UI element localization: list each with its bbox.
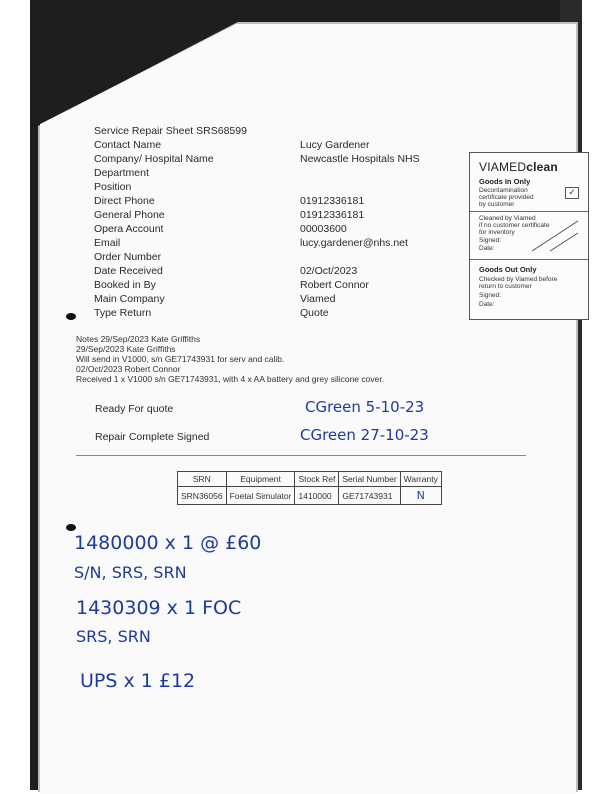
complete-signature: CGreen 27-10-23 xyxy=(300,426,429,444)
goods-in-text-3: by customer xyxy=(479,201,515,208)
field-value-email: lucy.gardener@nhs.net xyxy=(300,237,408,249)
field-label-position: Position xyxy=(94,181,132,193)
header-serial-number: Serial Number xyxy=(339,472,400,487)
field-value-type-return: Quote xyxy=(300,307,329,319)
note-line-3: Will send in V1000, s/n GE71743931 for serv and calib. xyxy=(76,354,285,364)
viamed-clean-box xyxy=(469,152,589,320)
handwritten-line-5: UPS x 1 £12 xyxy=(80,670,196,692)
cell-warranty: N xyxy=(400,487,441,505)
field-value-main-company: Viamed xyxy=(300,293,336,305)
check-mark-icon: ✓ xyxy=(568,188,576,198)
ready-signature: CGreen 5-10-23 xyxy=(305,398,425,416)
field-label-direct-phone: Direct Phone xyxy=(94,195,155,207)
field-label-type-return: Type Return xyxy=(94,307,152,319)
punch-hole-upper xyxy=(66,313,76,320)
strike-through-lines xyxy=(530,217,580,253)
cell-serial-number: GE71743931 xyxy=(339,487,400,505)
field-label-order-number: Order Number xyxy=(94,251,162,263)
repair-complete-label: Repair Complete Signed xyxy=(95,431,210,443)
header-srn: SRN xyxy=(178,472,227,487)
signed-label: Signed: xyxy=(479,237,502,244)
header-stock-ref: Stock Ref xyxy=(295,472,339,487)
field-label-company: Company/ Hospital Name xyxy=(94,153,214,165)
field-label-contact-name: Contact Name xyxy=(94,139,162,151)
handwritten-line-2: S/N, SRS, SRN xyxy=(74,563,187,582)
field-value-company: Newcastle Hospitals NHS xyxy=(300,153,420,165)
handwritten-line-3: 1430309 x 1 FOC xyxy=(76,597,242,619)
goods-in-text-1: Decontamination xyxy=(479,187,528,194)
field-value-general-phone: 01912336181 xyxy=(300,209,365,221)
date-label-2: Date: xyxy=(479,301,495,308)
signed-label-2: Signed: xyxy=(479,292,502,299)
goods-out-text-2: return to customer xyxy=(479,283,532,290)
equipment-table xyxy=(177,471,442,505)
cleaned-line-2: if no customer certificate xyxy=(479,222,550,229)
viamed-clean-logo: VIAMEDclean xyxy=(479,160,558,174)
note-line-2: 29/Sep/2023 Kate Griffiths xyxy=(76,344,176,354)
cleaned-line-3: for inventory xyxy=(479,229,515,236)
section-divider xyxy=(470,259,588,260)
punch-hole-lower xyxy=(66,524,76,531)
field-label-department: Department xyxy=(94,167,149,179)
note-line-5: Received 1 x V1000 s/n GE71743931, with 4 x AA battery and grey silicone cover. xyxy=(76,374,385,384)
field-value-booked-in-by: Robert Connor xyxy=(300,279,369,291)
table-row xyxy=(178,487,442,505)
field-value-direct-phone: 01912336181 xyxy=(300,195,365,207)
field-label-email: Email xyxy=(94,237,121,249)
field-label-opera-account: Opera Account xyxy=(94,223,164,235)
decontamination-checkbox[interactable] xyxy=(565,187,579,199)
ready-for-quote-label: Ready For quote xyxy=(95,403,174,415)
field-value-opera-account: 00003600 xyxy=(300,223,347,235)
field-label-main-company: Main Company xyxy=(94,293,165,305)
goods-out-title: Goods Out Only xyxy=(479,265,537,274)
note-line-4: 02/Oct/2023 Robert Connor xyxy=(76,364,181,374)
handwritten-line-4: SRS, SRN xyxy=(76,627,151,646)
cell-srn: SRN36056 xyxy=(178,487,227,505)
note-line-1: Notes 29/Sep/2023 Kate Griffiths xyxy=(76,334,201,344)
section-divider xyxy=(470,211,588,212)
cell-stock-ref: 1410000 xyxy=(295,487,339,505)
divider-line xyxy=(76,455,526,456)
table-header-row xyxy=(178,472,442,487)
goods-in-text-2: certificate provided xyxy=(479,194,534,201)
field-label-date-received: Date Received xyxy=(94,265,163,277)
field-label-general-phone: General Phone xyxy=(94,209,165,221)
goods-in-title: Goods In Only xyxy=(479,177,531,186)
goods-out-text-1: Checked by Viamed before xyxy=(479,276,558,283)
sheet-title: Service Repair Sheet SRS68599 xyxy=(94,125,247,137)
field-value-contact-name: Lucy Gardener xyxy=(300,139,370,151)
field-value-date-received: 02/Oct/2023 xyxy=(300,265,358,277)
field-label-booked-in-by: Booked in By xyxy=(94,279,156,291)
date-label: Date: xyxy=(479,245,495,252)
handwritten-line-1: 1480000 x 1 @ £60 xyxy=(74,532,262,554)
cleaned-line-1: Cleaned by Viamed xyxy=(479,215,536,222)
cell-equipment: Foetal Simulator xyxy=(226,487,295,505)
header-warranty: Warranty xyxy=(400,472,441,487)
header-equipment: Equipment xyxy=(226,472,295,487)
